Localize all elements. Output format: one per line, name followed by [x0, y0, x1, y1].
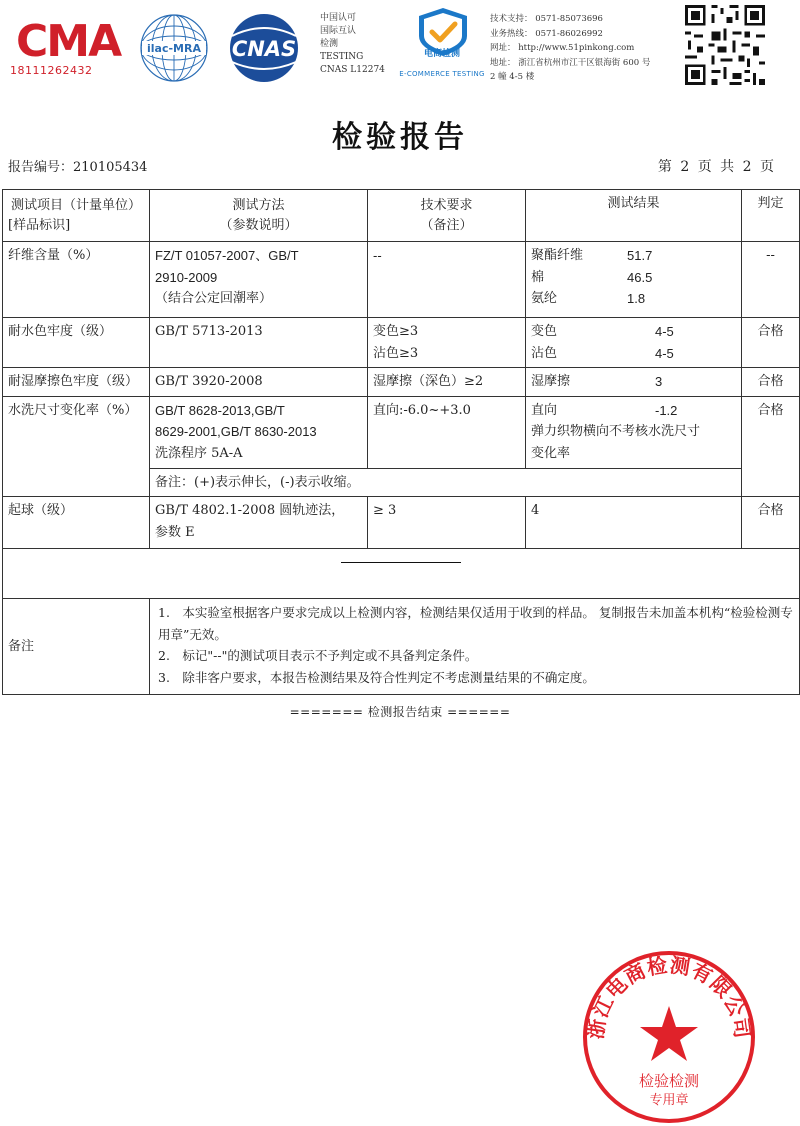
method-line: 2910-2009: [155, 269, 218, 285]
remark-item: 1. 本实验室根据客户要求完成以上检测内容，检测结果仅适用于收到的样品。 复制报告未加盖本机构“检验检测专用章”无效。: [158, 605, 793, 642]
report-number: 报告编号：210105434: [8, 160, 148, 175]
svg-text:CMA: CMA: [16, 16, 121, 67]
result-line: [531, 288, 736, 310]
cell-method: [150, 318, 368, 368]
cell-item: 耐湿摩擦色牢度（级）: [3, 368, 150, 397]
contact-line: 地址： 浙江省杭州市江干区银海街 600 号: [490, 57, 651, 68]
result-value: 51.7: [627, 248, 653, 263]
result-value: 3: [655, 374, 663, 389]
recognition-line: CNAS L12274: [320, 65, 385, 75]
remark-item: 2. 标记"--"的测试项目表示不予判定或不具备判定条件。: [158, 648, 478, 663]
recognition-text: [320, 12, 392, 77]
ilac-mra-logo: [138, 12, 210, 84]
remarks-cell: [150, 599, 800, 695]
method-line: GB/T 4802.1-2008 圆轨迹法，: [155, 503, 345, 518]
cell-item: 水洗尺寸变化率（%）: [3, 396, 150, 497]
method-line: （结合公定回潮率）: [155, 291, 273, 306]
svg-text:ilac-MRA: ilac-MRA: [147, 42, 201, 55]
table-row: [3, 242, 800, 318]
remarks-label: 备注: [3, 599, 150, 695]
table-row: [3, 396, 800, 468]
table-separator-row: [3, 549, 800, 599]
result-label: 变色: [531, 324, 558, 339]
cell-judgement: 合格: [742, 396, 800, 497]
header-requirement-line: 技术要求: [420, 197, 473, 213]
recognition-line: TESTING: [320, 52, 364, 62]
cell-item: 耐水色牢度（级）: [3, 318, 150, 368]
remarks-row: [3, 599, 800, 695]
cell-method: [150, 396, 368, 468]
result-label: 聚酯纤维: [531, 248, 584, 263]
cell-judgement: 合格: [742, 497, 800, 549]
method-line: GB/T 8628-2013,GB/T: [155, 402, 285, 418]
cell-judgement: 合格: [742, 368, 800, 397]
cell-judgement: 合格: [742, 318, 800, 368]
header-requirement-line: （备注）: [420, 217, 473, 233]
header-judgement: 判定: [742, 190, 800, 242]
result-line: [531, 321, 736, 343]
cnas-logo: [218, 12, 310, 84]
header-requirement: [368, 190, 526, 242]
method-line: GB/T 3920-2008: [155, 374, 263, 389]
svg-text:CNAS: CNAS: [231, 37, 297, 61]
header-method-line: 测试方法: [232, 197, 285, 213]
contact-line: 2 幢 4-5 楼: [490, 72, 535, 82]
method-line: 洗涤程序 5A-A: [155, 445, 243, 461]
remark-item: 3. 除非客户要求，本报告检测结果及符合性判定不考虑测量结果的不确定度。: [158, 669, 595, 685]
result-value: 1.8: [627, 291, 646, 306]
requirement-line: 变色≥3: [373, 324, 419, 339]
recognition-line: 国际互认: [320, 26, 357, 36]
result-line: [531, 245, 736, 267]
cell-result: [526, 368, 742, 397]
cell-result: [526, 242, 742, 318]
cell-method: [150, 497, 368, 549]
result-line: [531, 343, 736, 365]
method-line: 8629-2001,GB/T 8630-2013: [155, 424, 317, 439]
official-seal-stamp: [580, 948, 758, 1126]
contact-line: 技术支持： 0571-85073696: [490, 14, 603, 24]
cell-method: [150, 368, 368, 397]
header-result: 测试结果: [526, 190, 742, 242]
header-method-line: （参数说明）: [219, 217, 298, 233]
cell-footnote: 备注：(+)表示伸长，(-)表示收缩。: [150, 468, 742, 497]
cell-requirement: [368, 318, 526, 368]
header-item-line: [样品标识]: [8, 217, 71, 233]
cell-item: 纤维含量（%）: [3, 242, 150, 318]
recognition-line: 检测: [320, 39, 339, 49]
cell-judgement: --: [742, 242, 800, 318]
contact-line: 网址： http://www.51pinkong.com: [490, 43, 635, 53]
ecommerce-badge-title: 电商检测: [423, 49, 460, 59]
page-indicator: 第 2 页 共 2 页: [657, 159, 776, 175]
method-line: GB/T 5713-2013: [155, 324, 263, 339]
result-value: 46.5: [627, 269, 653, 285]
cell-method: [150, 242, 368, 318]
table-header-row: [3, 190, 800, 242]
cell-result: 4: [526, 497, 742, 549]
header-method: [150, 190, 368, 242]
table-row: [3, 497, 800, 549]
ecommerce-badge-subtitle: E-COMMERCE TESTING: [399, 70, 485, 78]
cell-requirement: [368, 242, 526, 318]
cell-requirement: [368, 396, 526, 468]
report-title: 检验报告: [332, 120, 468, 155]
cell-requirement: [368, 497, 526, 549]
cell-item: 起球（级）: [3, 497, 150, 549]
result-label: 湿摩擦: [531, 374, 571, 389]
result-line: [531, 267, 736, 289]
result-note: 弹力织物横向不考核水洗尺寸: [531, 424, 701, 439]
contact-info: [490, 12, 680, 85]
cell-result: [526, 396, 742, 468]
separator-line: [341, 562, 461, 563]
separator-cell: [3, 549, 800, 599]
report-end-marker: ======= 检测报告结束 ======: [289, 705, 511, 719]
cell-result: [526, 318, 742, 368]
requirement-line: 直向:-6.0~+3.0: [373, 402, 471, 418]
result-label: 棉: [531, 269, 545, 285]
requirement-line: ≥ 3: [373, 503, 397, 518]
qr-code: [682, 2, 768, 88]
table-row: [3, 368, 800, 397]
result-value: -1.2: [655, 402, 678, 418]
svg-text:专用章: 专用章: [649, 1093, 689, 1108]
requirement-line: 沾色≥3: [373, 345, 419, 361]
svg-text:检验检测: 检验检测: [638, 1072, 700, 1090]
requirement-line: 湿摩擦（深色）≥2: [373, 374, 484, 389]
result-line: [531, 371, 736, 393]
cell-requirement: [368, 368, 526, 397]
result-line: [531, 400, 736, 422]
contact-line: 业务热线： 0571-86026992: [490, 28, 603, 39]
header-item-line: 测试项目（计量单位）: [10, 197, 141, 213]
result-label: 沾色: [531, 345, 558, 361]
table-row: [3, 318, 800, 368]
test-results-table: [2, 189, 800, 695]
cma-phone: 18111262432: [10, 64, 93, 77]
requirement-line: --: [373, 248, 382, 263]
recognition-line: 中国认可: [320, 13, 357, 23]
result-label: 直向: [531, 402, 558, 418]
header-item: [3, 190, 150, 242]
result-label: 氨纶: [531, 291, 558, 306]
result-value: 4-5: [655, 345, 674, 361]
svg-text:浙江电商检测有限公司: 浙江电商检测有限公司: [583, 952, 755, 1041]
method-line: FZ/T 01057-2007、GB/T: [155, 248, 299, 263]
result-note: 变化率: [531, 445, 571, 461]
method-line: 参数 E: [155, 524, 195, 540]
result-value: 4-5: [655, 324, 674, 339]
